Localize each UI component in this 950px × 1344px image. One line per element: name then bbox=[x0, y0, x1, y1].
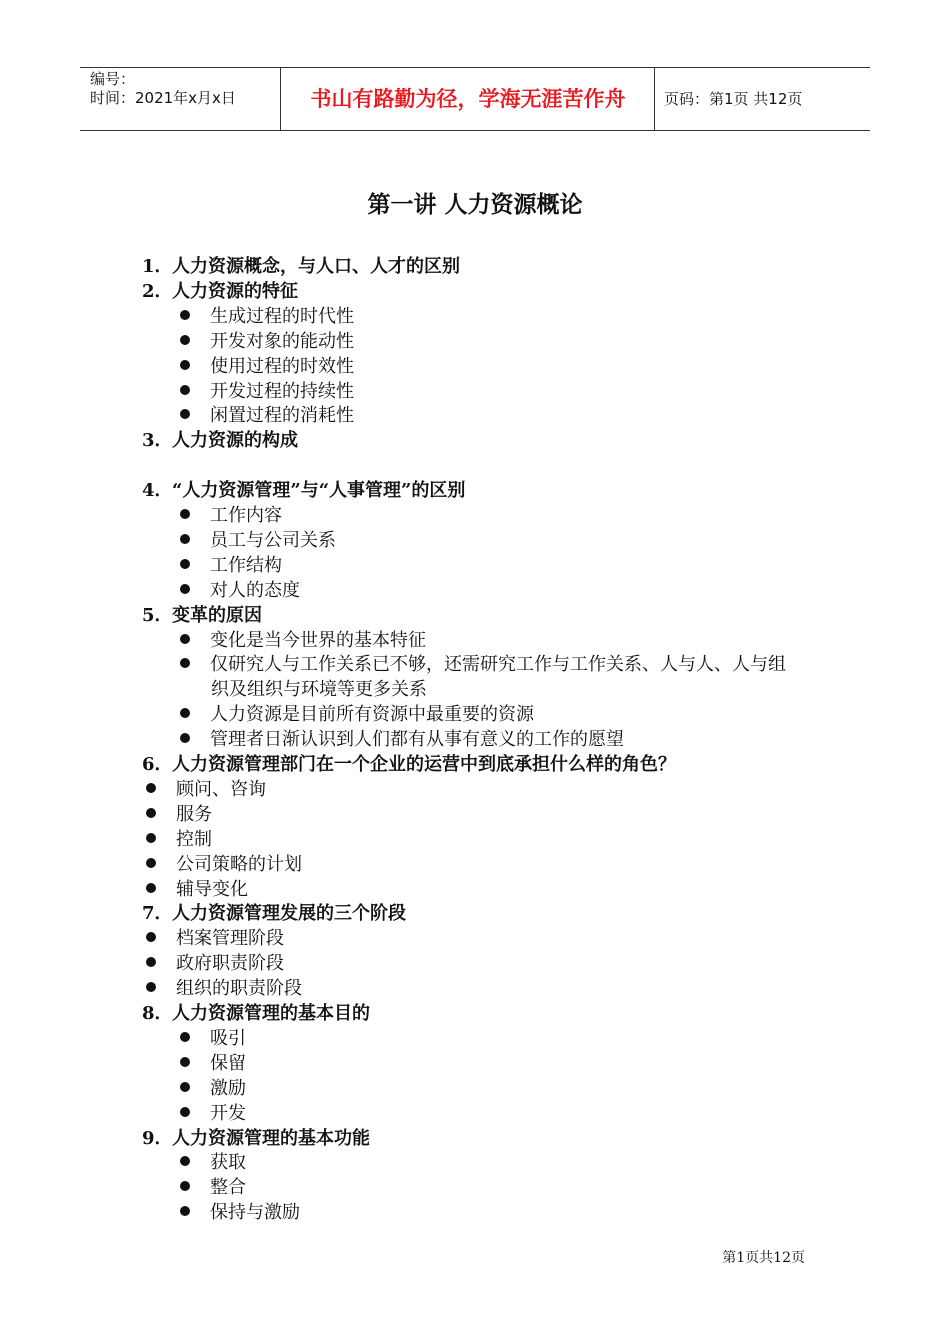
bullet-item-text: 政府职责阶段 bbox=[176, 953, 284, 975]
bullet-dot-icon bbox=[180, 733, 190, 743]
bullet-dot-icon bbox=[180, 310, 190, 320]
bullet-dot-icon bbox=[180, 1082, 190, 1092]
section-heading bbox=[142, 901, 406, 926]
bullet-dot-icon bbox=[180, 509, 190, 519]
section-number: 8． bbox=[142, 1003, 173, 1024]
bullet-dot-icon bbox=[180, 634, 190, 644]
bullet-item bbox=[146, 926, 284, 951]
section-heading-text: “人力资源管理”与“人事管理”的区别 bbox=[172, 480, 466, 502]
date-label: 时间：2021年x月x日 bbox=[90, 89, 236, 107]
header-meta bbox=[90, 70, 236, 108]
section-heading-text: 人力资源管理的基本目的 bbox=[172, 1003, 370, 1024]
section-heading-text: 人力资源的特征 bbox=[172, 280, 298, 302]
section-heading-text: 人力资源管理发展的三个阶段 bbox=[172, 903, 406, 925]
bullet-item bbox=[180, 553, 282, 578]
bullet-dot-icon bbox=[146, 833, 156, 843]
header-motto: 书山有路勤为径，学海无涯苦作舟 bbox=[310, 87, 626, 111]
number-label: 编号： bbox=[90, 70, 136, 88]
bullet-dot-icon bbox=[180, 1107, 190, 1117]
page-header bbox=[80, 67, 870, 131]
bullet-item bbox=[146, 877, 248, 902]
section-heading bbox=[142, 1126, 370, 1151]
section-heading bbox=[142, 428, 298, 453]
bullet-item-text: 闲置过程的消耗性 bbox=[210, 405, 354, 427]
bullet-item-text: 控制 bbox=[176, 828, 212, 850]
bullet-item bbox=[146, 976, 302, 1001]
section-heading-text: 变革的原因 bbox=[172, 604, 262, 626]
section-heading bbox=[142, 752, 676, 777]
bullet-item bbox=[180, 1051, 246, 1076]
bullet-item bbox=[180, 354, 354, 379]
bullet-item-text: 人力资源是目前所有资源中最重要的资源 bbox=[210, 704, 534, 726]
section-heading bbox=[142, 478, 465, 503]
bullet-dot-icon bbox=[180, 335, 190, 345]
bullet-item bbox=[146, 802, 212, 827]
header-divider bbox=[654, 68, 655, 130]
bullet-item bbox=[180, 1076, 246, 1101]
bullet-item bbox=[180, 702, 534, 727]
bullet-dot-icon bbox=[180, 385, 190, 395]
section-heading bbox=[142, 279, 298, 304]
bullet-dot-icon bbox=[146, 982, 156, 992]
section-number: 1． bbox=[142, 256, 173, 277]
bullet-item-text: 开发对象的能动性 bbox=[210, 330, 354, 352]
bullet-dot-icon bbox=[146, 783, 156, 793]
bullet-dot-icon bbox=[180, 1057, 190, 1067]
bullet-dot-icon bbox=[146, 858, 156, 868]
page-footer: 第1页共12页 bbox=[722, 1250, 805, 1266]
bullet-item bbox=[180, 1101, 246, 1126]
bullet-item-text: 员工与公司关系 bbox=[210, 529, 336, 551]
bullet-item bbox=[180, 578, 300, 603]
bullet-item-text: 保持与激励 bbox=[210, 1202, 300, 1224]
bullet-item bbox=[180, 727, 624, 752]
bullet-dot-icon bbox=[180, 559, 190, 569]
bullet-dot-icon bbox=[180, 1032, 190, 1042]
bullet-item bbox=[180, 1175, 246, 1200]
section-number: 5． bbox=[142, 604, 173, 626]
bullet-item-text: 档案管理阶段 bbox=[176, 928, 284, 950]
section-number: 7． bbox=[142, 903, 173, 925]
bullet-item bbox=[146, 951, 284, 976]
bullet-item bbox=[180, 1026, 246, 1051]
bullet-item bbox=[180, 379, 354, 404]
section-heading-text: 人力资源管理部门在一个企业的运营中到底承担什么样的角色？ bbox=[172, 754, 676, 775]
bullet-item bbox=[180, 652, 786, 677]
bullet-dot-icon bbox=[146, 883, 156, 893]
section-heading bbox=[142, 603, 262, 628]
bullet-item bbox=[180, 628, 426, 653]
section-number: 6． bbox=[142, 754, 173, 775]
bullet-item-text: 生成过程的时代性 bbox=[210, 305, 354, 327]
bullet-item-text: 整合 bbox=[210, 1177, 246, 1199]
bullet-item bbox=[180, 403, 354, 428]
bullet-dot-icon bbox=[146, 932, 156, 942]
bullet-dot-icon bbox=[180, 658, 190, 668]
bullet-item-text: 服务 bbox=[176, 803, 212, 825]
bullet-item-text: 吸引 bbox=[210, 1027, 246, 1049]
bullet-dot-icon bbox=[146, 808, 156, 818]
section-heading-text: 人力资源的构成 bbox=[172, 430, 298, 452]
bullet-item-text: 顾问、咨询 bbox=[176, 778, 266, 800]
bullet-dot-icon bbox=[180, 1156, 190, 1166]
section-heading bbox=[142, 1001, 370, 1026]
bullet-item-text: 对人的态度 bbox=[210, 579, 300, 601]
bullet-item-text: 工作内容 bbox=[210, 505, 282, 526]
bullet-item-text: 获取 bbox=[210, 1152, 246, 1174]
bullet-dot-icon bbox=[180, 708, 190, 718]
bullet-item-text: 保留 bbox=[210, 1052, 246, 1074]
bullet-dot-icon bbox=[180, 534, 190, 544]
bullet-item-text: 开发过程的持续性 bbox=[210, 380, 354, 402]
section-number: 9． bbox=[142, 1127, 173, 1149]
bullet-dot-icon bbox=[146, 957, 156, 967]
bullet-dot-icon bbox=[180, 584, 190, 594]
bullet-item-continuation: 织及组织与环境等更多关系 bbox=[211, 679, 427, 701]
section-number: 3． bbox=[142, 430, 173, 452]
section-number: 2． bbox=[142, 280, 173, 302]
section-heading-text: 人力资源概念，与人口、人才的区别 bbox=[172, 256, 460, 277]
bullet-item-text: 激励 bbox=[210, 1077, 246, 1099]
bullet-dot-icon bbox=[180, 1181, 190, 1191]
bullet-item bbox=[180, 1150, 246, 1175]
bullet-item-text: 仅研究人与工作关系已不够，还需研究工作与工作关系、人与人、人与组 bbox=[210, 654, 786, 676]
bullet-item bbox=[180, 304, 354, 329]
bullet-item bbox=[180, 1200, 300, 1225]
bullet-item-text: 开发 bbox=[210, 1102, 246, 1124]
bullet-dot-icon bbox=[180, 1206, 190, 1216]
bullet-item bbox=[146, 852, 302, 877]
bullet-item-text: 辅导变化 bbox=[176, 878, 248, 900]
bullet-item-text: 公司策略的计划 bbox=[176, 853, 302, 875]
bullet-dot-icon bbox=[180, 409, 190, 419]
bullet-item-text: 组织的职责阶段 bbox=[176, 978, 302, 1000]
header-page-info: 页码：第1页 共12页 bbox=[664, 90, 803, 108]
bullet-dot-icon bbox=[180, 360, 190, 370]
section-number: 4． bbox=[142, 480, 173, 502]
bullet-item-text: 管理者日渐认识到人们都有从事有意义的工作的愿望 bbox=[210, 729, 624, 751]
section-heading-text: 人力资源管理的基本功能 bbox=[172, 1127, 370, 1149]
header-divider bbox=[280, 68, 281, 130]
bullet-item bbox=[146, 827, 212, 852]
document-title: 第一讲 人力资源概论 bbox=[367, 191, 583, 218]
bullet-item-text: 使用过程的时效性 bbox=[210, 355, 354, 377]
bullet-item-text: 变化是当今世界的基本特征 bbox=[210, 629, 426, 651]
section-heading bbox=[142, 254, 460, 279]
bullet-item bbox=[180, 329, 354, 354]
bullet-item bbox=[180, 503, 282, 528]
bullet-item bbox=[146, 777, 266, 802]
bullet-item-text: 工作结构 bbox=[210, 554, 282, 576]
bullet-item bbox=[180, 528, 336, 553]
